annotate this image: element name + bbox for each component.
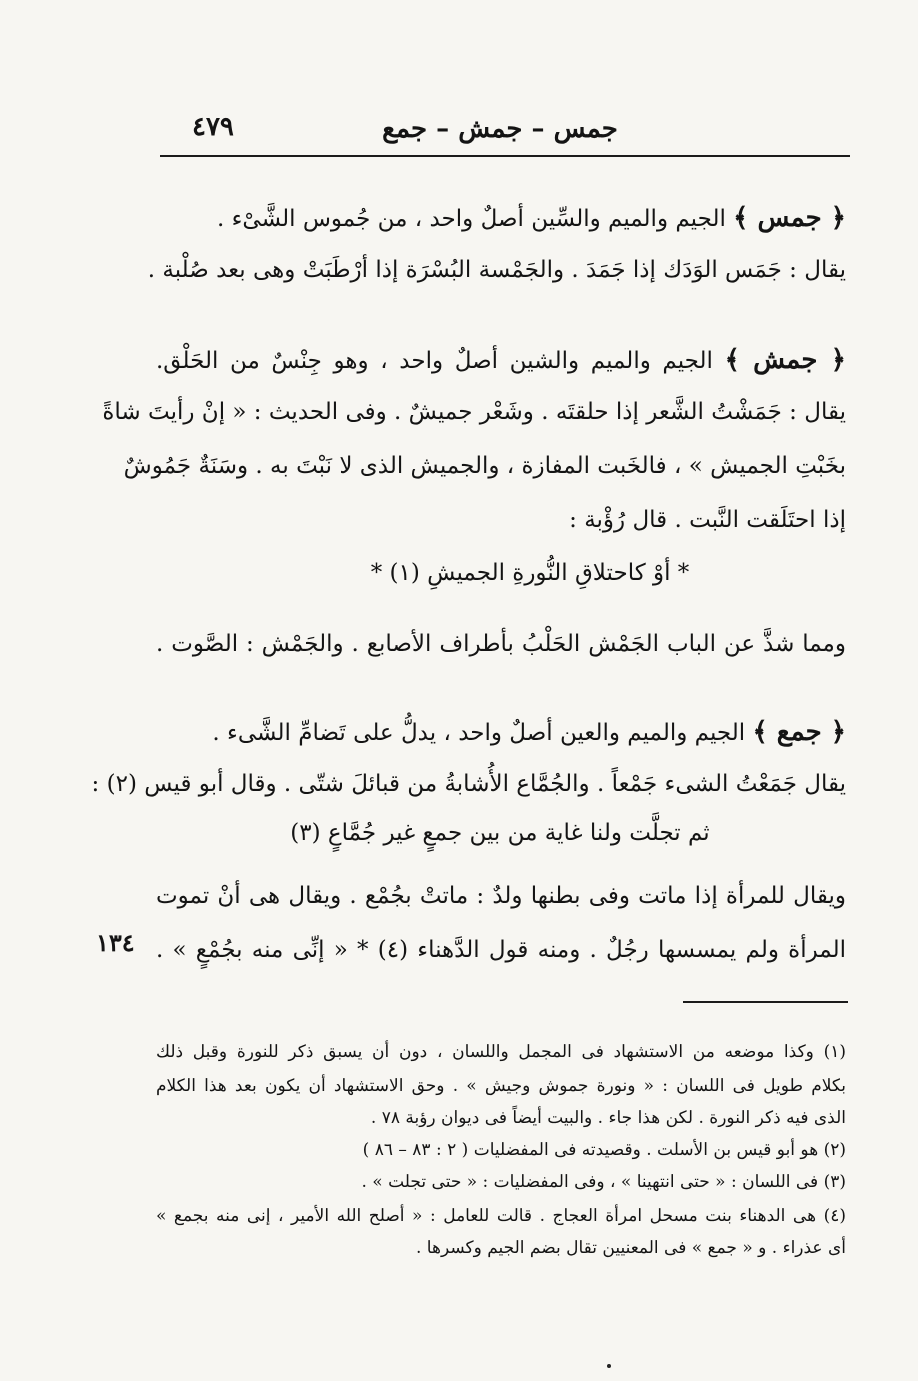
entry-jm-line-4: المرأة ولم يمسسها رجُلٌ . ومنه قول الدَّهناء (٤) * « إنِّى منه بجُمْعٍ » . [156, 937, 846, 963]
header-rule [160, 155, 850, 157]
page-number: ٤٧٩ [192, 112, 234, 142]
footnote-line: (٢) هو أبو قيس بن الأسلت . وقصيدته فى المفضليات ( ٢ : ٨٣ – ٨٦ ) [362, 1140, 846, 1160]
entry-jmsh-after: ومما شذَّ عن الباب الجَمْش الحَلْبُ بأطراف الأصابع . والجَمْش : الصَّوت . [156, 631, 846, 657]
entry-text: الجيم والميم والشين أصلٌ واحد ، وهو جِنْسٌ من الحَلْق. [156, 348, 713, 374]
footnote-line: (٤) هى الدهناء بنت مسحل امرأة العجاج . قالت للعامل : « أصلح الله الأمير ، إنى منه بجمع » [156, 1206, 846, 1226]
entry-jmsh-line-2: يقال : جَمَشْتُ الشَّعر إذا حلقتَه . وشَعْر جميشٌ . وفى الحديث : « إنْ رأيتَ شاةً [102, 399, 846, 425]
entry-jms-line-1 [156, 198, 846, 239]
margin-number: ١٣٤ [96, 928, 135, 957]
footnote-rule [683, 1001, 848, 1003]
footnote-line: الذى فيه ذكر النورة . لكن هذا جاء . والبيت أيضاً فى ديوان رؤبة ٧٨ . [370, 1108, 846, 1128]
headword-jm: ﴿ جمع ﴾ [752, 717, 846, 747]
verse-abu-qays: ثم تجلَّت ولنا غاية من بين جمعٍ غير جُمَّاعٍ (٣) [290, 820, 710, 846]
entry-text: الجيم والميم والسِّين أصلٌ واحد ، من جُموس الشَّىْء . [216, 206, 726, 232]
footnote-line: (٣) فى اللسان : « حتى انتهينا » ، وفى المفضليات : « حتى تجلت » . [361, 1172, 846, 1192]
footnote-line: بكلام طويل فى اللسان : « ونورة جموش وجيش » . وحق الاستشهاد أن يكون بعد هذا الكلام [156, 1076, 846, 1096]
entry-jms-line-2: يقال : جَمَس الوَدَك إذا جَمَدَ . والجَمْسة البُسْرَة إذا أرْطَبَتْ وهى بعد صُلْبة . [147, 257, 846, 283]
entry-jmsh-line-4: إذا احتَلَقت النَّبت . قال رُؤْبة : [569, 507, 846, 533]
headword-jmsh: ﴿ جمش ﴾ [724, 345, 847, 375]
entry-jm-line-2: يقال جَمَعْتُ الشىء جَمْعاً . والجُمَّاع الأُشابةُ من قبائلَ شتّى . وقال أبو قيس (٢) : [91, 771, 846, 797]
verse-rubah: * أوْ كاحتلاقِ النُّورةِ الجميشِ (١) * [370, 560, 690, 586]
entry-jmsh-line-3: بخَبْتِ الجميش » ، فالخَبت المفازة ، والجميش الذى لا نَبْتَ به . وسَنَةٌ جَمُوشٌ [123, 453, 846, 479]
entry-jmsh-line-1 [156, 340, 846, 381]
footnote-line: أى عذراء . و « جمع » فى المعنيين تقال بضم الجيم وكسرها . [416, 1238, 846, 1258]
entry-text: الجيم والميم والعين أصلٌ واحد ، يدلُّ على تَضامِّ الشَّىء . [212, 720, 746, 746]
printer-dot [607, 1364, 611, 1368]
entry-jm-line-1 [156, 712, 846, 753]
headword-jms: ﴿ جمس ﴾ [733, 203, 846, 233]
entry-jm-line-3: ويقال للمرأة إذا ماتت وفى بطنها ولدٌ : ماتتْ بجُمْع . ويقال هى أنْ تموت [156, 883, 846, 909]
running-head: جمس – جمش – جمع [382, 114, 618, 144]
footnote-line: (١) وكذا موضعه من الاستشهاد فى المجمل واللسان ، دون أن يسبق ذكر للنورة وقبل ذلك [156, 1042, 846, 1062]
